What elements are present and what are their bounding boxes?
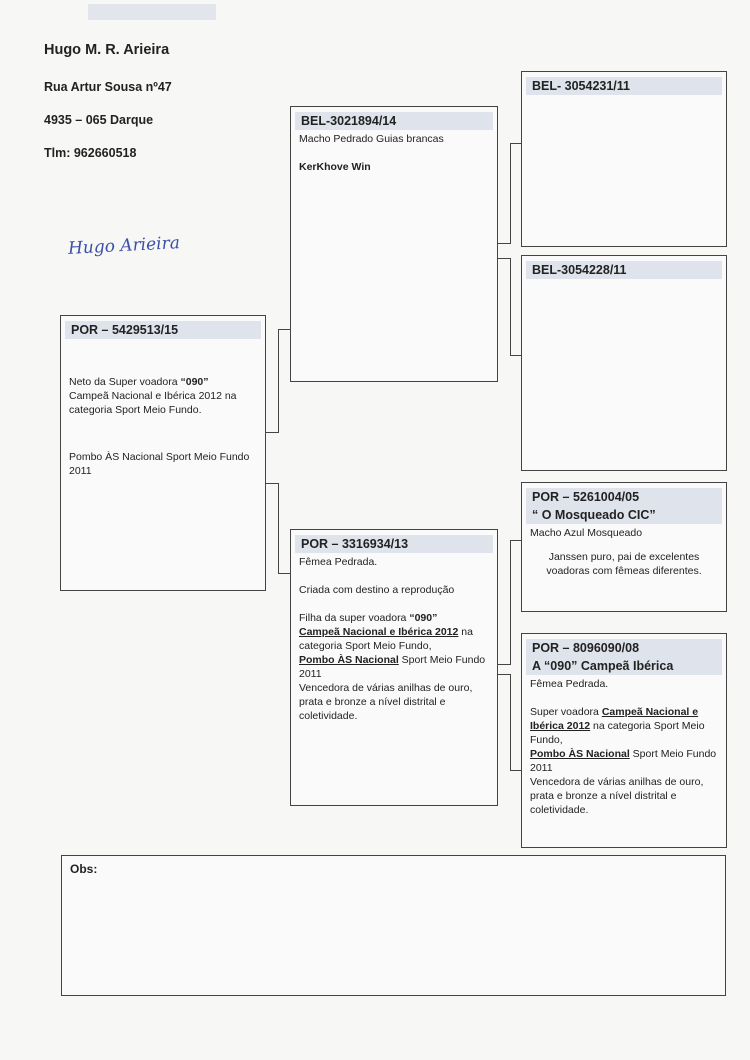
connector-line	[266, 432, 278, 433]
dam-dam-pedigree-text: Super voadora Campeã Nacional e Ibérica 2012 na categoria Sport Meio Fundo, Pombo ÀS Nacional Sport Meio Fundo 2011 Vencedora de várias anilhas de ouro, prata e bronze a nível distrital e coletividade.	[530, 706, 717, 816]
connector-line	[510, 674, 511, 771]
connector-line	[278, 329, 290, 330]
dam-sire-name: “ O Mosqueado CIC”	[526, 506, 722, 524]
dam-sire-box	[521, 482, 727, 612]
connector-line	[510, 258, 511, 356]
connector-line	[498, 674, 510, 675]
connector-line	[510, 540, 511, 665]
sire-sire-box	[521, 71, 727, 247]
subject-description: Neto da Super voadora “090” Campeã Nacional e Ibérica 2012 na categoria Sport Meio Fundo.	[69, 376, 237, 416]
dam-sire-ring: POR – 5261004/05	[526, 488, 722, 506]
dam-pedigree-text: Filha da super voadora “090” Campeã Nacional e Ibérica 2012 na categoria Sport Meio Fundo, Pombo ÀS Nacional Sport Meio Fundo 2011 Vencedora de várias anilhas de ouro, prata e bronze a nível distrital e coletividade.	[299, 612, 486, 722]
connector-line	[278, 483, 279, 574]
owner-phone: Tlm: 962660518	[44, 146, 137, 160]
owner-name: Hugo M. R. Arieira	[44, 42, 170, 58]
subject-note: Pombo ÀS Nacional Sport Meio Fundo 2011	[69, 451, 250, 477]
dam-sire-description: Macho Azul Mosqueado	[530, 527, 643, 539]
connector-line	[510, 770, 521, 771]
observations-box	[61, 855, 726, 996]
connector-line	[498, 243, 510, 244]
connector-line	[278, 329, 279, 433]
handwritten-signature: Hugo Arieira	[67, 233, 181, 259]
observations-label: Obs:	[70, 862, 98, 876]
connector-line	[498, 258, 510, 259]
dam-dam-description: Fêmea Pedrada.	[530, 678, 609, 690]
connector-line	[510, 355, 521, 356]
dam-dam-box	[521, 633, 727, 848]
sire-description: Macho Pedrado Guias brancas	[299, 133, 444, 145]
sire-sire-ring: BEL- 3054231/11	[526, 77, 722, 95]
sire-ring: BEL-3021894/14	[295, 112, 493, 130]
owner-street: Rua Artur Sousa nº47	[44, 80, 172, 94]
dam-ring: POR – 3316934/13	[295, 535, 493, 553]
connector-line	[510, 143, 521, 144]
dam-sire-note: Janssen puro, pai de excelentes voadoras com fêmeas diferentes.	[546, 551, 702, 577]
connector-line	[510, 143, 511, 244]
connector-line	[510, 540, 521, 541]
subject-ring: POR – 5429513/15	[65, 321, 261, 339]
sire-dam-box	[521, 255, 727, 471]
sire-box	[290, 106, 498, 382]
connector-line	[278, 573, 290, 574]
sire-dam-ring: BEL-3054228/11	[526, 261, 722, 279]
dam-description: Fêmea Pedrada.	[299, 556, 378, 568]
dam-dam-name: A “090” Campeã Ibérica	[526, 657, 722, 675]
dam-box	[290, 529, 498, 806]
dam-purpose: Criada com destino a reprodução	[299, 584, 455, 596]
sire-name: KerKhove Win	[299, 161, 371, 173]
header-bar	[88, 4, 216, 20]
owner-postal: 4935 – 065 Darque	[44, 113, 154, 127]
connector-line	[266, 483, 278, 484]
connector-line	[498, 664, 510, 665]
dam-dam-ring: POR – 8096090/08	[526, 639, 722, 657]
subject-bird-box	[60, 315, 266, 591]
